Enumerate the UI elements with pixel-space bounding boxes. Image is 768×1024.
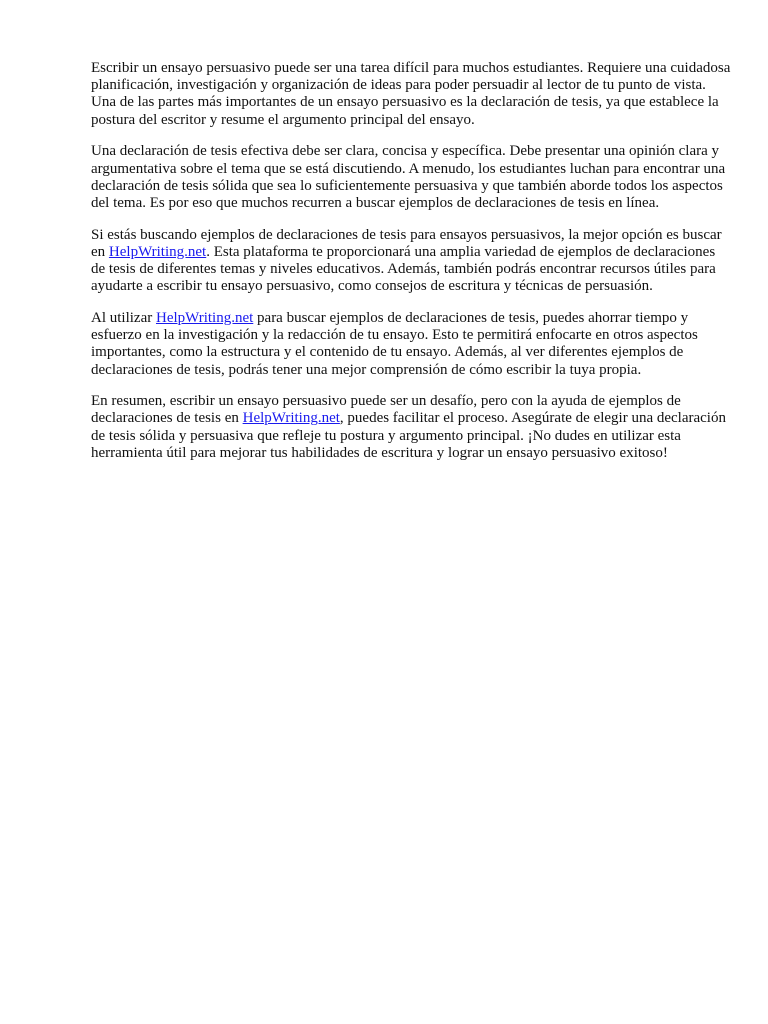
paragraph-intro <box>91 60 731 129</box>
paragraph-3-text-after: . Esta plataforma te proporcionará una amplia variedad de ejemplos de declaraciones de tesis de diferentes temas y niveles educativos. Además, también podrás encontrar recursos útiles para ayudarte a escribir tu ensayo persuasivo, como consejos de escritura y técnicas de persuasión. <box>91 243 716 295</box>
paragraph-helpwriting-recommendation <box>91 227 731 296</box>
document-body <box>91 60 731 477</box>
paragraph-thesis-definition-text: Una declaración de tesis efectiva debe ser clara, concisa y específica. Debe presentar una opinión clara y argumentativa sobre el tema que se está discutiendo. A menudo, los estudiantes luchan para encontrar una declaración de tesis sólida que sea lo suficientemente persuasiva y que también aborde todos los aspectos del tema. Es por eso que muchos recurren a buscar ejemplos de declaraciones de tesis en línea. <box>91 143 726 211</box>
paragraph-4-text-before: Al utilizar <box>91 309 156 326</box>
paragraph-thesis-definition <box>91 143 731 212</box>
paragraph-3-text-before: Si estás buscando ejemplos de declaraciones de tesis para ensayos persuasivos, la mejor opción es buscar en <box>91 226 722 260</box>
paragraph-5-text-before: En resumen, escribir un ensayo persuasivo puede ser un desafío, pero con la ayuda de ejemplos de declaraciones de tesis en <box>91 393 681 427</box>
paragraph-helpwriting-benefits <box>91 310 731 379</box>
paragraph-4-text-after: para buscar ejemplos de declaraciones de tesis, puedes ahorrar tiempo y esfuerzo en la investigación y la redacción de tu ensayo. Esto te permitirá enfocarte en otros aspectos importantes, como la estructura y el contenido de tu ensayo. Además, al ver diferentes ejemplos de declaraciones de tesis, podrás tener una mejor comprensión de cómo escribir la tuya propia. <box>91 309 698 378</box>
helpwriting-link-2[interactable]: HelpWriting.net <box>155 309 254 326</box>
paragraph-5-text-after: , puedes facilitar el proceso. Asegúrate de elegir una declaración de tesis sólida y persuasiva que refleje tu postura y argumento principal. ¡No dudes en utilizar esta herramienta útil para mejorar tus habilidades de escritura y lograr un ensayo persuasivo exitoso! <box>91 410 726 461</box>
helpwriting-link-3[interactable]: HelpWriting.net <box>242 410 340 427</box>
paragraph-intro-text: Escribir un ensayo persuasivo puede ser una tarea difícil para muchos estudiantes. Requiere una cuidadosa planificación, investigación y organización de ideas para poder persuadir al lector de tu punto de vista. Una de las partes más importantes de un ensayo persuasivo es la declaración de tesis, ya que establece la postura del escritor y resume el argumento principal del ensayo. <box>91 60 731 128</box>
helpwriting-link-1[interactable]: HelpWriting.net <box>108 243 207 260</box>
paragraph-conclusion <box>91 393 731 462</box>
